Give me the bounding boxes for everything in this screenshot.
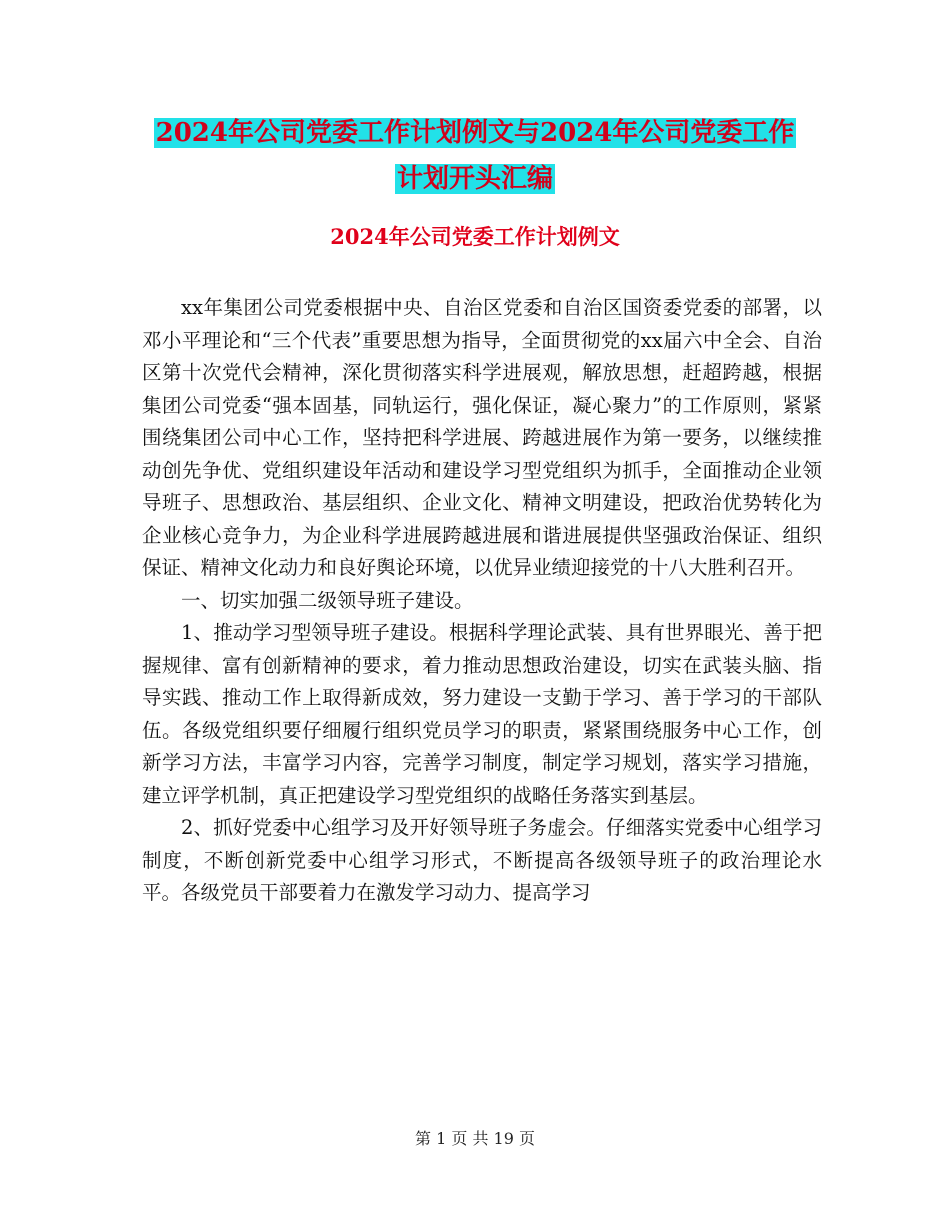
- title-line-2: 计划开头汇编: [396, 164, 553, 194]
- document-body: [142, 292, 822, 910]
- section-heading: 2024年公司党委工作计划例文: [330, 224, 620, 249]
- paragraph-intro: xx年集团公司党委根据中央、自治区党委和自治区国资委党委的部署，以邓小平理论和“三个代表”重要思想为指导，全面贯彻党的xx届六中全会、自治区第十次党代会精神，深化贯彻落实科学进展观，解放思想，赶超跨越，根据集团公司党委“强本固基，同轨运行，强化保证，凝心聚力”的工作原则，紧紧围绕集团公司中心工作，坚持把科学进展、跨越进展作为第一要务，以继续推动创先争优、党组织建设年活动和建设学习型党组织为抓手，全面推动企业领导班子、思想政治、基层组织、企业文化、精神文明建设，把政治优势转化为企业核心竞争力，为企业科学进展跨越进展和谐进展提供坚强政治保证、组织保证、精神文化动力和良好舆论环境，以优异业绩迎接党的十八大胜利召开。: [142, 296, 822, 579]
- paragraph-item-1: 1、推动学习型领导班子建设。根据科学理论武装、具有世界眼光、善于把握规律、富有创新精神的要求，着力推动思想政治建设，切实在武装头脑、指导实践、推动工作上取得新成效，努力建设一支勤于学习、善于学习的干部队伍。各级党组织要仔细履行组织党员学习的职责，紧紧围绕服务中心工作，创新学习方法，丰富学习内容，完善学习制度，制定学习规划，落实学习措施，建立评学机制，真正把建设学习型党组织的战略任务落实到基层。: [142, 621, 822, 807]
- document-title: [0, 110, 950, 202]
- paragraph-section-1: 一、切实加强二级领导班子建设。: [181, 588, 474, 612]
- page-number: 第 1 页 共 19 页: [415, 1129, 535, 1148]
- paragraph-item-2: 2、抓好党委中心组学习及开好领导班子务虚会。仔细落实党委中心组学习制度，不断创新党委中心组学习形式，不断提高各级领导班子的政治理论水平。各级党员干部要着力在激发学习动力、提高学习: [142, 816, 822, 904]
- title-line-1: 2024年公司党委工作计划例文与2024年公司党委工作: [155, 118, 795, 148]
